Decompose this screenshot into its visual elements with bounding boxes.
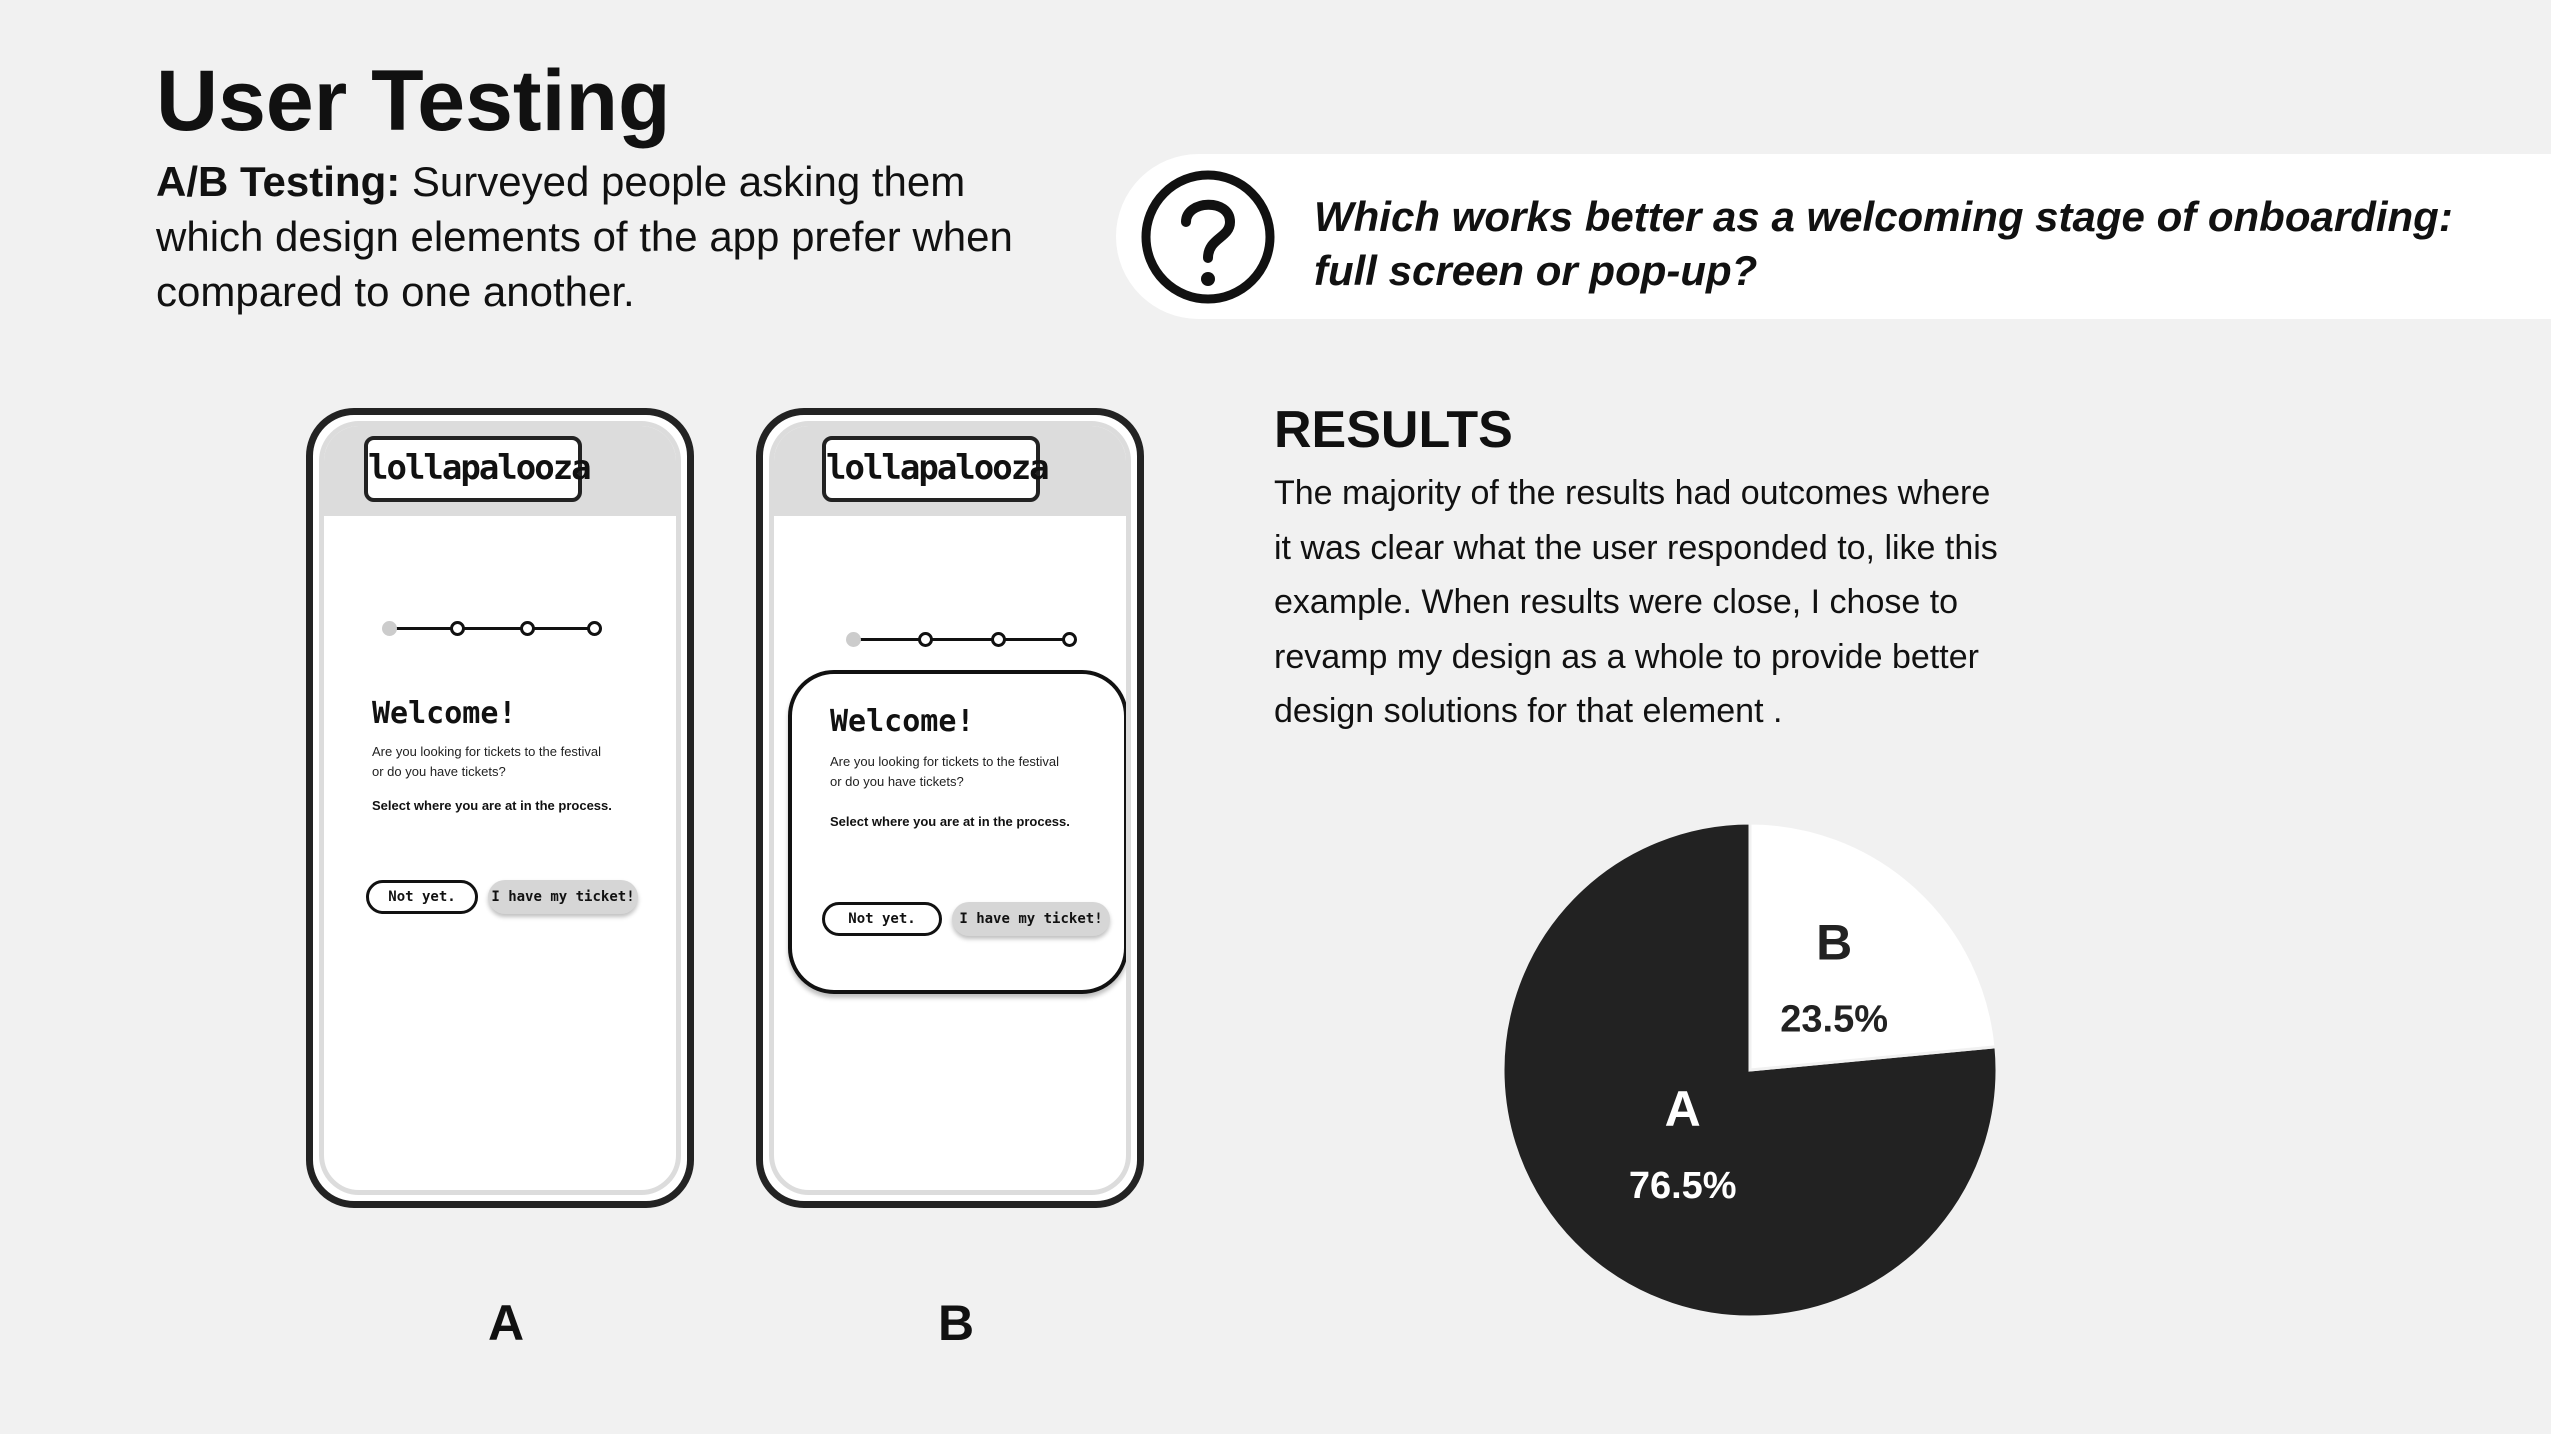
- phone-mockup-a: [306, 408, 694, 1208]
- results-pie-chart: [1490, 810, 2010, 1330]
- question-circle-icon: [1140, 166, 1276, 308]
- welcome-prompt: Select where you are at in the process.: [830, 814, 1070, 829]
- intro-label: A/B Testing:: [156, 158, 401, 205]
- app-header: [774, 426, 1126, 516]
- pie-label-b: B: [1816, 914, 1853, 971]
- welcome-prompt: Select where you are at in the process.: [372, 798, 612, 813]
- welcome-body: Are you looking for tickets to the festival or do you have tickets?: [372, 744, 602, 779]
- pie-value-a: 76.5%: [1628, 1164, 1737, 1207]
- variant-b-label: B: [938, 1295, 975, 1351]
- have-ticket-button[interactable]: I have my ticket!: [952, 902, 1110, 936]
- not-yet-button[interactable]: Not yet.: [822, 902, 942, 936]
- welcome-body: Are you looking for tickets to the festival or do you have tickets?: [830, 754, 1060, 789]
- progress-stepper: [846, 632, 1076, 646]
- pie-label-a: A: [1664, 1080, 1701, 1137]
- welcome-popup: [788, 670, 1128, 994]
- welcome-heading: Welcome!: [372, 696, 517, 731]
- lollapalooza-logo: lollapalooza: [364, 436, 582, 502]
- phone-mockup-b: [756, 408, 1144, 1208]
- intro-body: Surveyed people asking them which design elements of the app prefer when compared to one another.: [156, 158, 1013, 315]
- have-ticket-button[interactable]: I have my ticket!: [488, 880, 638, 914]
- question-text: Which works better as a welcoming stage of onboarding: full screen or pop-up?: [1314, 193, 2453, 294]
- intro-text: [156, 154, 1056, 319]
- results-body: The majority of the results had outcomes where it was clear what the user responded to, like this example. When results were close, I chose to revamp my design as a whole to provide better design solutions for that element .: [1274, 474, 1998, 730]
- pie-value-b: 23.5%: [1780, 998, 1889, 1041]
- lollapalooza-logo: lollapalooza: [822, 436, 1040, 502]
- page-title: User Testing: [156, 53, 671, 149]
- progress-stepper: [382, 621, 602, 635]
- not-yet-button[interactable]: Not yet.: [366, 880, 478, 914]
- results-heading: RESULTS: [1274, 401, 1513, 459]
- app-header: [324, 426, 676, 516]
- welcome-heading: Welcome!: [830, 704, 975, 739]
- variant-a-label: A: [488, 1295, 525, 1351]
